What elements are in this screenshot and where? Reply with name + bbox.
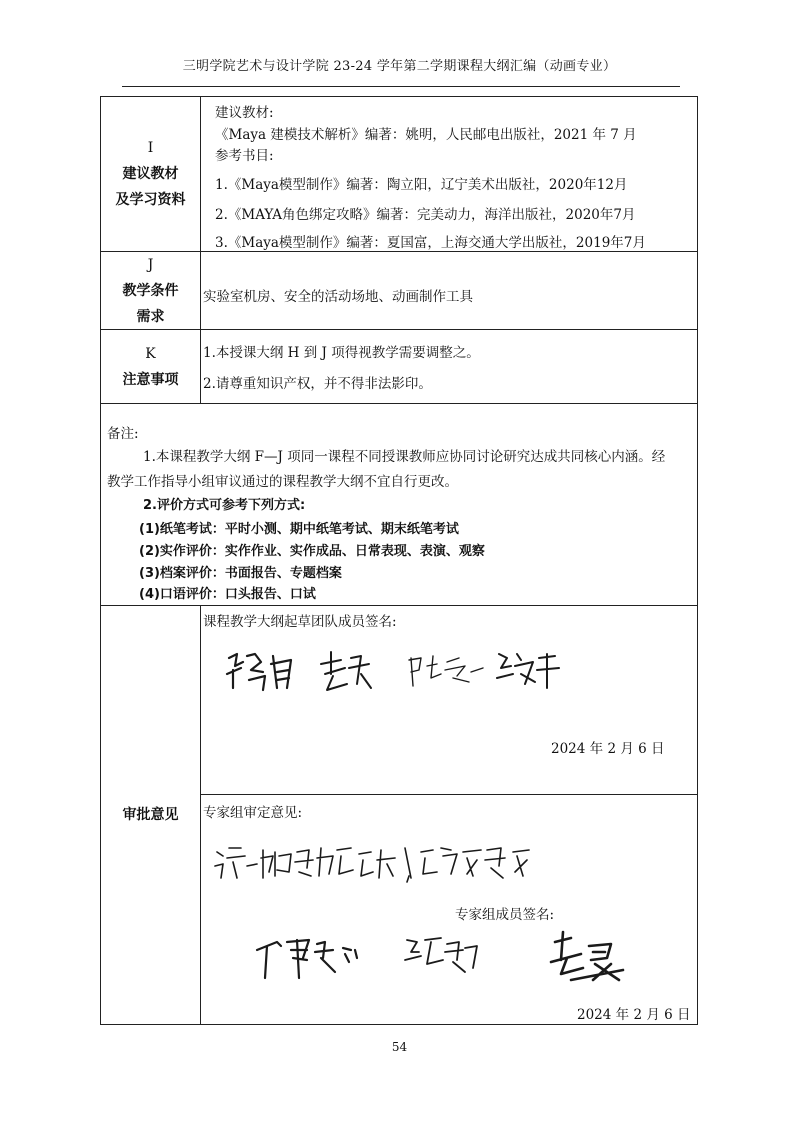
expert-opinion-heading: 专家组审定意见: — [203, 805, 303, 821]
header-rule — [122, 86, 680, 87]
eval-heading: 2.评价方式可参考下列方式: — [143, 498, 306, 513]
notice-item: 2.请尊重知识产权，并不得非法影印。 — [203, 376, 432, 392]
section-j-label — [101, 252, 201, 329]
section-k-label-line1: 注意事项 — [122, 371, 179, 388]
section-i-label-line2: 及学习资料 — [115, 192, 186, 208]
section-k-code: K — [145, 345, 156, 362]
section-k-content — [201, 330, 697, 403]
approval-label-text: 审批意见 — [122, 807, 179, 823]
ref-item: 2.《MAYA角色绑定攻略》编著：完美动力，海洋出版社，2020年7月 — [215, 207, 636, 223]
draft-team-signatures — [221, 644, 581, 696]
section-j-code: J — [147, 256, 154, 273]
approval-content — [201, 606, 697, 1024]
refs-heading: 参考书目: — [215, 148, 274, 164]
section-i-label-line1: 建议教材 — [122, 166, 179, 182]
approval-label — [101, 606, 201, 1024]
notes-content — [101, 404, 697, 605]
draft-date: 2024 年 2 月 6 日 — [551, 741, 665, 757]
section-i-content — [201, 97, 697, 251]
section-j-row — [101, 251, 697, 329]
expert-member-signatures — [251, 928, 651, 988]
ref-item: 3.《Maya模型制作》编著：夏国富，上海交通大学出版社，2019年7月 — [215, 235, 646, 251]
eval-item: (4)口语评价：口头报告、口试 — [139, 587, 316, 602]
section-i-code: I — [147, 140, 154, 156]
section-j-content — [201, 252, 697, 329]
expert-date: 2024 年 2 月 6 日 — [577, 1007, 691, 1023]
section-i-label — [101, 97, 201, 251]
section-k-row — [101, 329, 697, 403]
page-number: 54 — [391, 1040, 408, 1054]
notes-row — [101, 403, 697, 605]
expert-opinion-handwriting — [211, 838, 551, 886]
notes-heading: 备注: — [107, 426, 139, 442]
section-i-row — [101, 97, 697, 251]
expert-members-heading: 专家组成员签名: — [455, 907, 555, 923]
textbook-heading: 建议教材: — [215, 105, 274, 121]
textbook-entry: 《Maya 建模技术解析》编著：姚明，人民邮电出版社，2021 年 7 月 — [215, 127, 637, 143]
section-k-label — [101, 330, 201, 403]
section-j-label-line2: 需求 — [136, 308, 165, 325]
page-header: 三明学院艺术与设计学院 23-24 学年第二学期课程大纲汇编（动画专业） — [182, 59, 617, 74]
syllabus-table — [100, 96, 698, 1025]
ref-item: 1.《Maya模型制作》编著：陶立阳，辽宁美术出版社，2020年12月 — [215, 177, 628, 193]
teaching-conditions: 实验室机房、安全的活动场地、动画制作工具 — [203, 289, 473, 305]
approval-row — [101, 605, 697, 1024]
section-j-label-line1: 教学条件 — [122, 282, 179, 299]
draft-team-heading: 课程教学大纲起草团队成员签名: — [203, 614, 397, 630]
notes-para-line2: 教学工作指导小组审议通过的课程教学大纲不宜自行更改。 — [107, 474, 458, 490]
eval-item: (2)实作评价：实作作业、实作成品、日常表现、表演、观察 — [139, 544, 485, 559]
notes-para-line1: 1.本课程教学大纲 F—J 项同一课程不同授课教师应协同讨论研究达成共同核心内涵。经 — [143, 449, 666, 465]
eval-item: (1)纸笔考试：平时小测、期中纸笔考试、期末纸笔考试 — [139, 522, 459, 537]
notice-item: 1.本授课大纲 H 到 J 项得视教学需要调整之。 — [203, 345, 480, 361]
eval-item: (3)档案评价：书面报告、专题档案 — [139, 566, 342, 581]
